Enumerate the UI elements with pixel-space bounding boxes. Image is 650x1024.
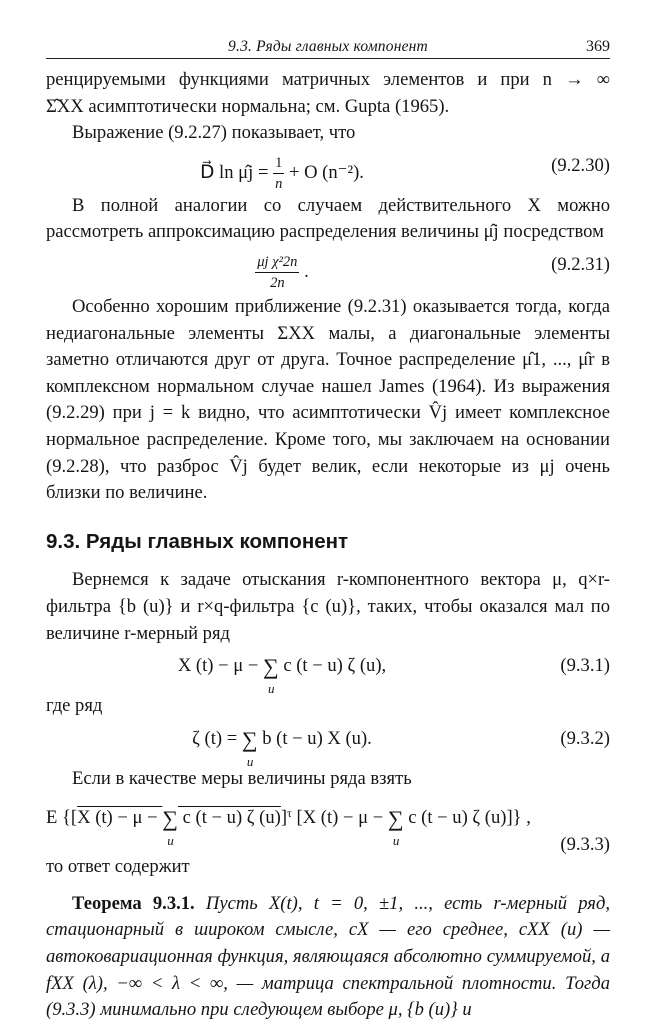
eq-9-3-2-lhs: ζ (t) = — [192, 727, 242, 749]
eq-9-2-30-denominator: n — [275, 175, 283, 192]
eq-9-3-1-lhs: X (t) − μ − — [177, 655, 263, 677]
eq-9-3-3-conjugate-part — [77, 806, 281, 849]
intro-line-1: ренцируемыми функциями матричных элементов и при n → ∞ — [46, 69, 610, 90]
eq-9-2-31-numerator: μj χ²2n — [255, 252, 299, 273]
eq-9-3-3-open: E {[ — [46, 807, 78, 829]
eq-9-3-3-part1: X (t) − μ − — [77, 807, 163, 829]
eq-9-3-3-close: ]} , — [506, 807, 531, 829]
theorem-label: Теорема 9.3.1. — [72, 892, 195, 914]
eq-9-2-30-fraction — [273, 153, 284, 194]
page — [46, 36, 610, 1024]
sum-icon: ∑ u — [388, 809, 404, 829]
eq-9-3-1-number: (9.3.1) — [560, 655, 610, 677]
paragraph-distribution: Особенно хорошим приближение (9.2.31) оказывается тогда, когда недиагональные элементы ΣXX малы, а диагональные элементы заметно отличаются друг от друга. Точное распределение μ̂1, ..., μ̂r в комплексном нормальном случае нашел James (1964). Из выражения (9.2.29) при j = k видно, что асимптотически V̂j имеет комплексное нормальное распределение. Кроме того, мы заключаем на основании (9.2.28), что разброс V̂j будет велик, если некоторые из μj очень близки по величине. — [46, 295, 610, 504]
eq-9-2-30-rhs: + O (n⁻²). — [284, 161, 364, 183]
intro-line-2: Σ̂XX асимптотически нормальна; см. Gupta (1965). — [46, 95, 450, 117]
eq-9-3-3-part1b: c (t − u) ζ (u) — [177, 807, 281, 829]
eq-9-3-2-number: (9.3.2) — [560, 727, 610, 749]
sum-index: u — [167, 833, 174, 849]
sum-index: u — [246, 753, 254, 769]
sum-icon: ∑ u — [263, 657, 279, 677]
theorem-text: Пусть X(t), t = 0, ±1, ..., есть r-мерный ряд, стационарный в широком смысле, cX — его среднее, cXX (u) — автоковариационная функция, являющаяся абсолютно суммируемой, a fXX (λ), −∞ < λ < ∞, — матрица спектральной плотности. Тогда (9.3.3) минимально при следующем выборе μ, {b (u)} и — [46, 892, 610, 1021]
eq-9-2-30-number: (9.2.30) — [551, 154, 610, 176]
intro-line-3: Выражение (9.2.27) показывает, что — [72, 122, 356, 144]
sum-icon: ∑ u — [242, 730, 258, 750]
eq-9-3-3-mid: ] — [280, 807, 288, 829]
eq-9-2-30-numerator: 1 — [273, 153, 284, 174]
sum-icon: ∑ u — [162, 809, 178, 829]
eq-9-2-31-number: (9.2.31) — [551, 253, 610, 275]
equation-9-3-1 — [46, 647, 610, 697]
page-number: 369 — [586, 38, 610, 55]
sum-index: u — [267, 681, 275, 697]
answer-line: то ответ содержит — [46, 856, 190, 878]
equation-9-2-30 — [46, 147, 610, 192]
eq-9-2-31-fraction — [255, 252, 299, 293]
paragraph-approximation: В полной аналогии со случаем действительного X можно рассмотреть аппроксимацию распределения величины μ̂j посредством — [46, 194, 610, 243]
eq-9-3-3-number: (9.3.3) — [560, 834, 610, 856]
eq-9-3-1-rhs: c (t − u) ζ (u), — [278, 655, 387, 677]
eq-9-3-2-rhs: b (t − u) X (u). — [257, 727, 372, 749]
equation-9-2-31 — [46, 246, 610, 292]
measure-line: Если в качестве меры величины ряда взять — [72, 767, 412, 789]
section-heading: 9.3. Ряды главных компонент — [46, 529, 349, 553]
eq-9-2-30-lhs: D⃗ ln μ̂j = — [200, 161, 274, 183]
eq-9-3-3-part2: X (t) − μ − — [302, 807, 388, 829]
header-title: 9.3. Ряды главных компонент — [228, 38, 428, 55]
sum-index: u — [392, 833, 400, 849]
eq-9-3-3-part2open: [ — [291, 807, 303, 829]
eq-9-3-3-tau: τ — [287, 806, 292, 821]
equation-9-3-2 — [46, 720, 610, 769]
eq-9-2-31-denominator: 2n — [270, 274, 285, 291]
running-header — [46, 36, 610, 59]
eq-9-3-3-part2b: c (t − u) ζ (u) — [403, 807, 507, 829]
equation-9-3-3 — [46, 792, 610, 856]
eq-9-2-31-tail: . — [299, 260, 309, 282]
paragraph-task: Вернемся к задаче отыскания r-компонентного вектора μ, q×r-фильтра {b (u)} и r×q-фильтра {c (u)}, таких, чтобы оказался мал по величине r-мерный ряд — [46, 569, 610, 644]
where-row: где ряд — [46, 695, 103, 717]
